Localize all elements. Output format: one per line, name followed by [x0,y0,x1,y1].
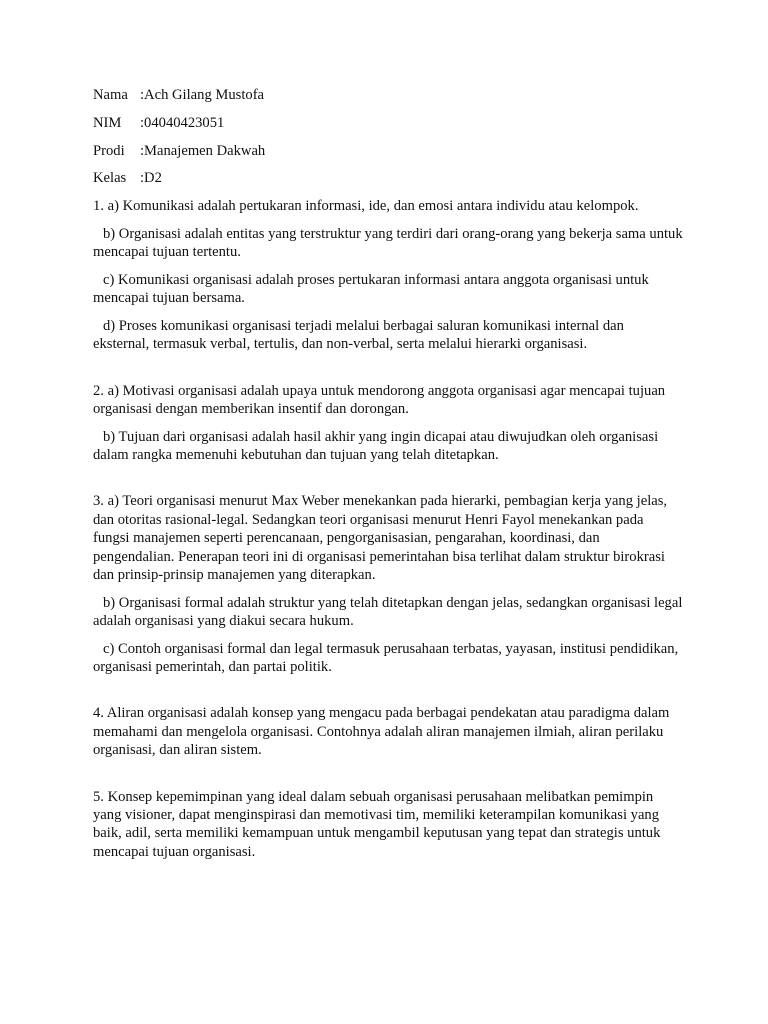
name-label: Nama [93,87,128,103]
answer-2b: b) Tujuan dari organisasi adalah hasil akhir yang ingin dicapai atau diwujudkan oleh organisasi dalam rangka memenuhi kebutuhan dan tujuan yang telah ditetapkan. [93,428,659,463]
prodi-value: :Manajemen Dakwah [140,142,266,159]
kelas-value: :D2 [140,170,162,187]
answer-5: 5. Konsep kepemimpinan yang ideal dalam sebuah organisasi perusahaan melibatkan pemimpin yang visioner, dapat menginspirasi dan memotivasi tim, memiliki keterampilan komunikasi yang baik, adil, serta memiliki kemampuan untuk mengambil keputusan yang tepat dan strategis untuk mencapai tujuan organisasi. [93,788,661,860]
name-row [93,86,683,104]
answer-4: 4. Aliran organisasi adalah konsep yang mengacu pada berbagai pendekatan atau paradigma dalam memahami dan mengelola organisasi. Contohnya adalah aliran manajemen ilmiah, aliran perilaku organisasi, dan aliran sistem. [93,705,670,759]
answer-3a: 3. a) Teori organisasi menurut Max Weber menekankan pada hierarki, pembagian kerja yang jelas, dan otoritas rasional-legal. Sedangkan teori organisasi menurut Henri Fayol menekankan pada fungsi manajemen seperti perencanaan, pengorganisasian, pengarahan, koordinasi, dan pengendalian. Penerapan teori ini di organisasi pemerintahan bisa terlihat dalam struktur birokrasi dan prinsip-prinsip manajemen yang diterapkan. [93,493,668,584]
prodi-row [93,142,683,160]
answer-1d: d) Proses komunikasi organisasi terjadi melalui berbagai saluran komunikasi internal dan eksternal, termasuk verbal, tertulis, dan non-verbal, serta melalui hierarki organisasi. [93,317,624,353]
nim-row [93,114,683,132]
answer-1b: b) Organisasi adalah entitas yang terstruktur yang terdiri dari orang-orang yang bekerja sama untuk mencapai tujuan tertentu. [93,225,683,261]
name-value: :Ach Gilang Mustofa [140,87,265,103]
answer-1c: c) Komunikasi organisasi adalah proses pertukaran informasi antara anggota organisasi untuk mencapai tujuan bersama. [93,271,649,307]
answer-3c: c) Contoh organisasi formal dan legal termasuk perusahaan terbatas, yayasan, institusi pendidikan, organisasi pemerintah, dan partai politik. [93,640,679,676]
answer-1a: 1. a) Komunikasi adalah pertukaran informasi, ide, dan emosi antara individu atau kelompok. [93,198,639,215]
kelas-label: Kelas [93,170,127,187]
kelas-row [93,169,683,187]
prodi-label: Prodi [93,142,125,159]
nim-value: :04040423051 [140,114,225,131]
answer-3b: b) Organisasi formal adalah struktur yang telah ditetapkan dengan jelas, sedangkan organisasi legal adalah organisasi yang diakui secara hukum. [93,594,683,630]
document-page [93,86,683,870]
answer-2a: 2. a) Motivasi organisasi adalah upaya untuk mendorong anggota organisasi agar mencapai tujuan organisasi dengan memberikan insentif dan dorongan. [93,382,666,417]
nim-label: NIM [93,114,122,131]
